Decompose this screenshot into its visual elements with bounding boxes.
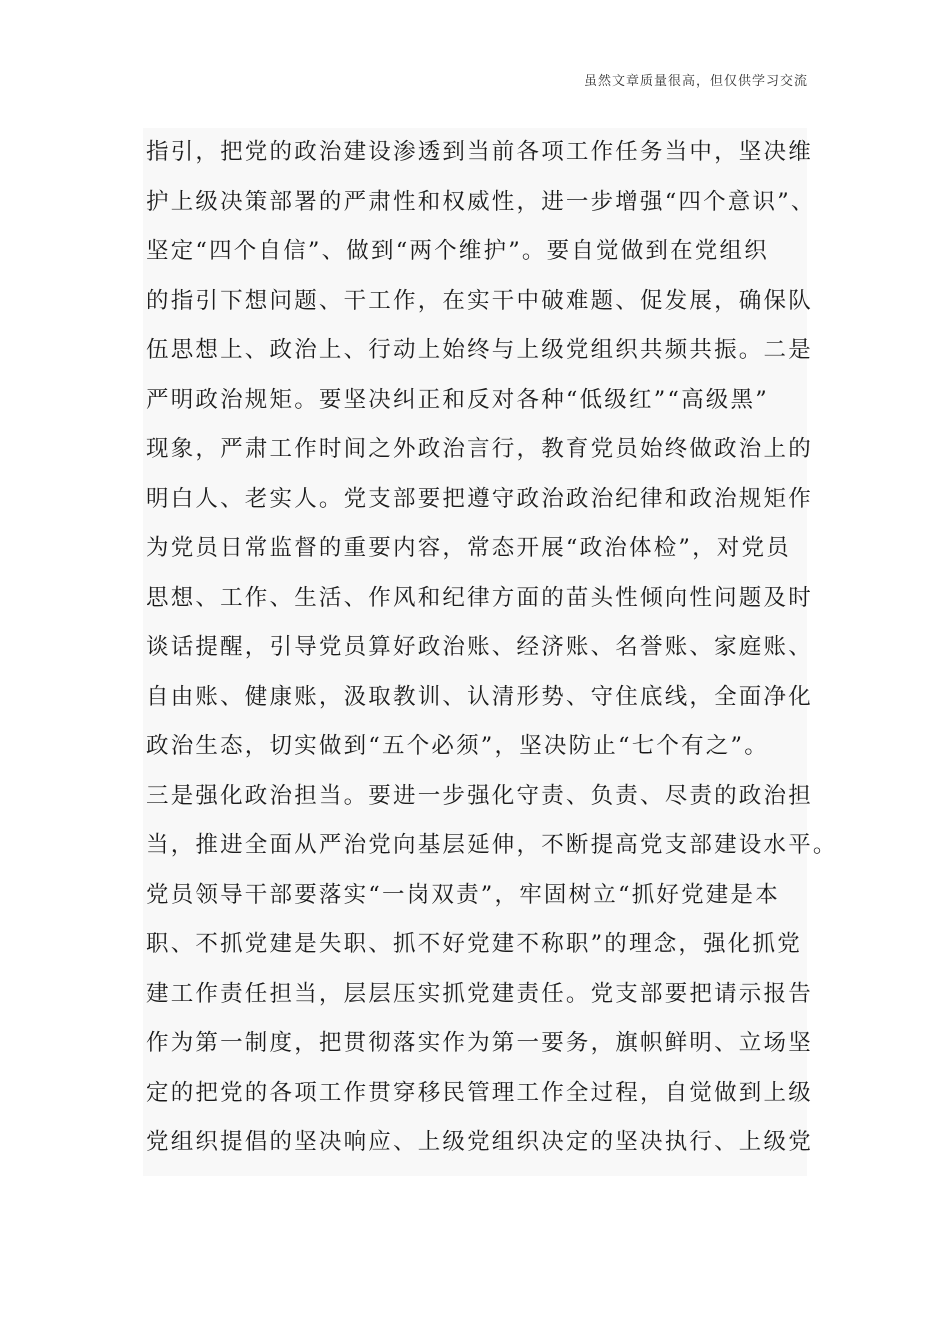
text-line: 当，推进全面从严治党向基层延伸，不断提高党支部建设水平。 [146, 832, 838, 858]
text-line: 伍思想上、政治上、行动上始终与上级党组织共频共振。二是 [146, 337, 813, 363]
text-line: 职、不抓党建是失职、抓不好党建不称职”的理念，强化抓党 [146, 931, 802, 957]
text-line: 指引，把党的政治建设渗透到当前各项工作任务当中，坚决维 [146, 139, 813, 165]
text-line: 自由账、健康账，汲取教训、认清形势、守住底线，全面净化 [146, 683, 813, 710]
text-line: 坚定“四个自信”、做到“两个维护”。要自觉做到在党组织 [146, 238, 769, 264]
text-line: 党组织提倡的坚决响应、上级党组织决定的坚决执行、上级党 [146, 1129, 813, 1155]
document-body [143, 128, 838, 1176]
text-line: 谈话提醒，引导党员算好政治账、经济账、名誉账、家庭账、 [146, 634, 813, 660]
header-disclaimer: 虽然文章质量很高，但仅供学习交流 [583, 74, 808, 89]
text-line: 为党员日常监督的重要内容，常态开展“政治体检”，对党员 [146, 535, 791, 561]
text-line: 现象，严肃工作时间之外政治言行，教育党员始终做政治上的 [146, 436, 813, 462]
text-line: 建工作责任担当，层层压实抓党建责任。党支部要把请示报告 [146, 980, 813, 1007]
text-line: 政治生态，切实做到“五个必须”，坚决防止“七个有之”。 [146, 733, 769, 759]
text-line: 护上级决策部署的严肃性和权威性，进一步增强“四个意识”、 [146, 188, 816, 215]
text-line: 的指引下想问题、干工作，在实干中破难题、促发展，确保队 [146, 287, 813, 314]
text-line: 定的把党的各项工作贯穿移民管理工作全过程，自觉做到上级 [146, 1079, 813, 1106]
text-line: 党员领导干部要落实“一岗双责”，牢固树立“抓好党建是本 [146, 881, 780, 908]
text-line: 三是强化政治担当。要进一步强化守责、负责、尽责的政治担 [146, 782, 813, 809]
text-line: 作为第一制度，把贯彻落实作为第一要务，旗帜鲜明、立场坚 [146, 1030, 813, 1056]
text-line: 思想、工作、生活、作风和纪律方面的苗头性倾向性问题及时 [146, 584, 813, 611]
text-line: 明白人、老实人。党支部要把遵守政治政治纪律和政治规矩作 [146, 485, 813, 512]
text-line: 严明政治规矩。要坚决纠正和反对各种“低级红”“高级黑” [146, 386, 769, 413]
